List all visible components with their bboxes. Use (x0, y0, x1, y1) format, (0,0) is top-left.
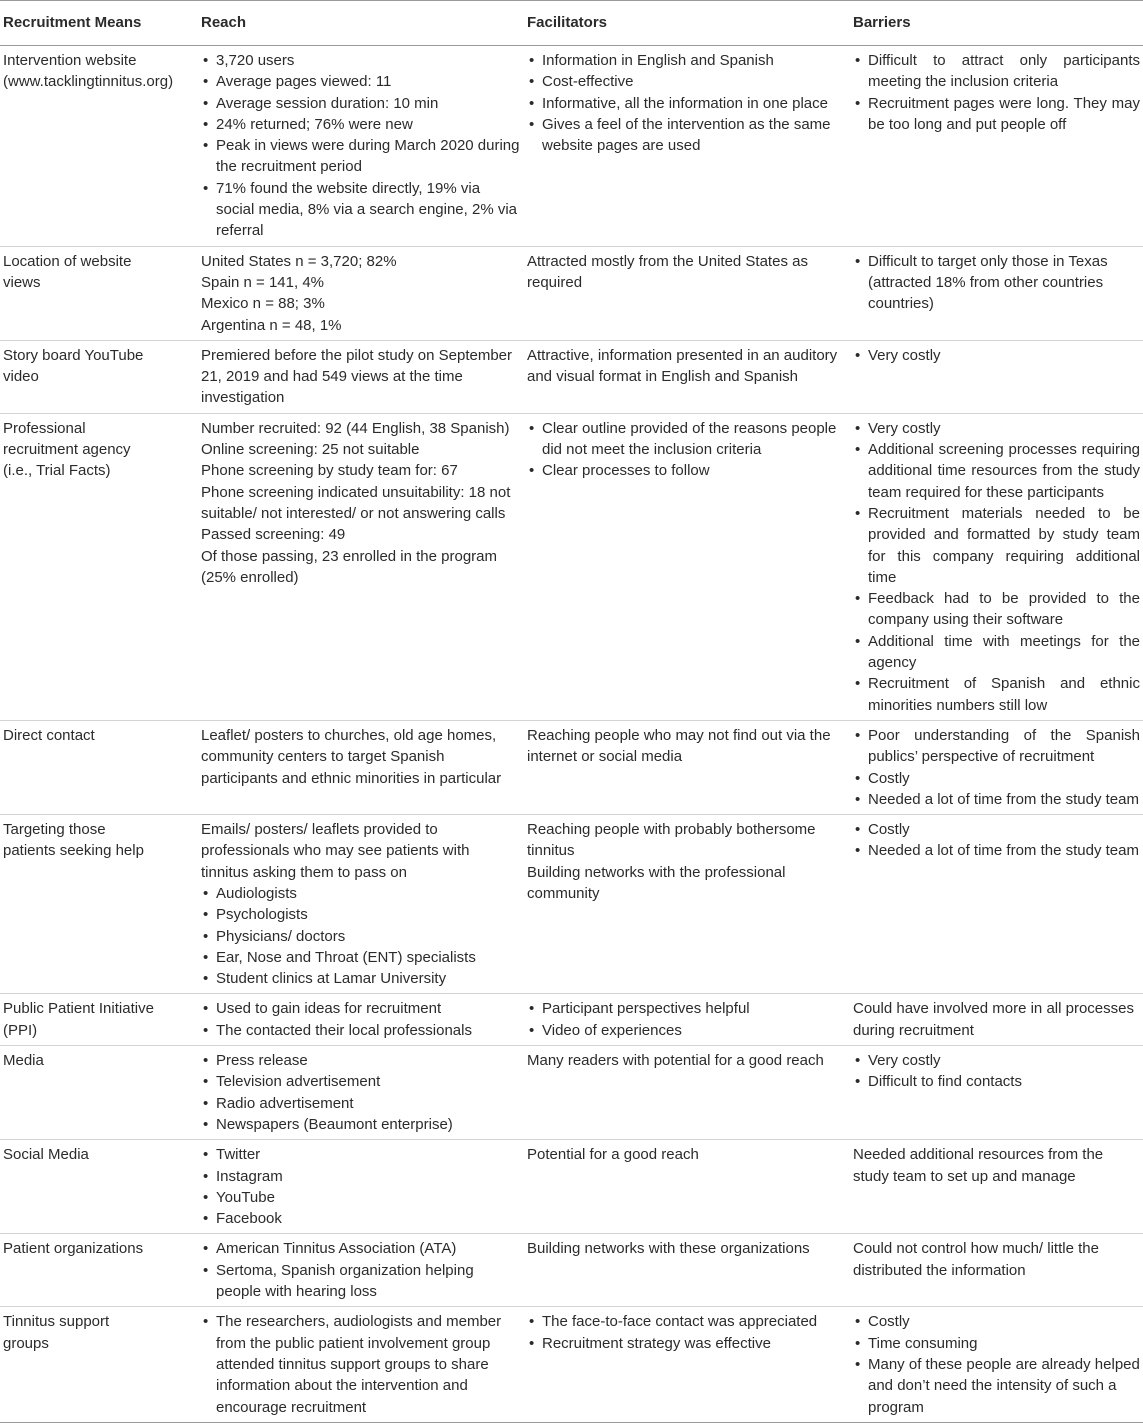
cell-facilitators (524, 340, 850, 413)
table-row (0, 1140, 1143, 1234)
cell-reach (198, 994, 524, 1046)
bullet-item: • Very costly (853, 345, 1140, 366)
table-row (0, 720, 1143, 814)
cell-line: Spain n = 141, 4% (201, 273, 325, 291)
table-row (0, 994, 1143, 1046)
bullet-item: • Average session duration: 10 min (201, 93, 521, 114)
means-line: recruitment agency (3, 441, 131, 459)
cell-reach (198, 1307, 524, 1422)
table-row (0, 1046, 1143, 1140)
cell-barriers (850, 340, 1143, 413)
cell-barriers (850, 994, 1143, 1046)
cell-reach (198, 720, 524, 814)
bullet-item: • Television advertisement (201, 1071, 521, 1092)
cell-recruitment-means (0, 1234, 198, 1307)
bullet-item: • The researchers, audiologists and member from the public patient involvement group attended tinnitus support groups to share information about the intervention and encourage recruitment (201, 1311, 521, 1417)
means-line: Intervention website (3, 52, 137, 69)
header-row (0, 1, 1143, 46)
cell-text: Emails/ posters/ leaflets provided to professionals who may see patients with tinnitus asking them to pass on (201, 821, 470, 881)
bullet-item: • Ear, Nose and Throat (ENT) specialists (201, 947, 521, 968)
header-reach: Reach (198, 1, 524, 46)
cell-line: Attractive, information presented in an auditory and visual format in English and Spanish (527, 346, 838, 386)
table-row (0, 815, 1143, 994)
bullet-item: • Average pages viewed: 11 (201, 71, 521, 92)
cell-reach (198, 815, 524, 994)
table-row (0, 46, 1143, 247)
bullet-item: • Poor understanding of the Spanish publics’ perspective of recruitment (853, 725, 1140, 768)
bullet-item: • Needed a lot of time from the study team (853, 840, 1140, 861)
bullet-list (527, 50, 847, 156)
bullet-item: • Costly (853, 768, 1140, 789)
table-row (0, 1234, 1143, 1307)
bullet-list (853, 1311, 1140, 1417)
bullet-list (527, 418, 847, 482)
bullet-item: • Video of experiences (527, 1020, 847, 1041)
bullet-item: • Difficult to find contacts (853, 1071, 1140, 1092)
bullet-item: • Instagram (201, 1166, 521, 1187)
bullet-list (201, 1311, 521, 1417)
cell-reach (198, 1046, 524, 1140)
bullet-item: • Time consuming (853, 1333, 1140, 1354)
bullet-item: • Sertoma, Spanish organization helping people with hearing loss (201, 1260, 521, 1303)
means-line: Tinnitus support (3, 1313, 110, 1331)
bullet-item: • American Tinnitus Association (ATA) (201, 1238, 521, 1259)
cell-barriers (850, 413, 1143, 720)
cell-reach (198, 46, 524, 247)
bullet-item: • Difficult to attract only participants meeting the inclusion criteria (853, 50, 1140, 93)
cell-facilitators (524, 1140, 850, 1234)
bullet-item: • Very costly (853, 418, 1140, 439)
table-row (0, 413, 1143, 720)
bullet-item: • Cost-effective (527, 71, 847, 92)
cell-line: Argentina n = 48, 1% (201, 316, 342, 334)
bullet-item: • YouTube (201, 1187, 521, 1208)
cell-barriers (850, 246, 1143, 340)
means-line: Targeting those (3, 821, 106, 839)
bullet-item: • Student clinics at Lamar University (201, 968, 521, 989)
cell-recruitment-means (0, 46, 198, 247)
bullet-list (201, 883, 521, 989)
bullet-item: • Informative, all the information in one place (527, 93, 847, 114)
bullet-item: • The contacted their local professionals (201, 1020, 521, 1041)
cell-reach (198, 246, 524, 340)
cell-line: Premiered before the pilot study on September 21, 2019 and had 549 views at the time investigation (201, 346, 513, 407)
bullet-item: • Needed a lot of time from the study team (853, 789, 1140, 810)
cell-line: Passed screening: 49 (201, 526, 346, 544)
cell-recruitment-means (0, 340, 198, 413)
cell-barriers (850, 1307, 1143, 1422)
table-header (0, 1, 1143, 46)
bullet-item: • Clear outline provided of the reasons people did not meet the inclusion criteria (527, 418, 847, 461)
cell-recruitment-means (0, 720, 198, 814)
cell-recruitment-means (0, 1046, 198, 1140)
bullet-item: • Additional screening processes requiring additional time resources from the study team required for these participants (853, 439, 1140, 503)
bullet-list (853, 725, 1140, 810)
cell-barriers (850, 1234, 1143, 1307)
cell-reach (198, 1140, 524, 1234)
means-line: Public Patient Initiative (3, 1000, 154, 1018)
bullet-item: • 71% found the website directly, 19% via social media, 8% via a search engine, 2% via referral (201, 178, 521, 242)
means-line: (i.e., Trial Facts) (3, 462, 111, 480)
bullet-item: • Recruitment strategy was effective (527, 1333, 847, 1354)
bullet-item: • Difficult to target only those in Texas (attracted 18% from other countries countries) (853, 251, 1140, 315)
bullet-item: • Used to gain ideas for recruitment (201, 998, 521, 1019)
means-line: (PPI) (3, 1021, 38, 1039)
cell-barriers (850, 1046, 1143, 1140)
header-facilitators: Facilitators (524, 1, 850, 46)
bullet-item: • Physicians/ doctors (201, 926, 521, 947)
cell-line: Potential for a good reach (527, 1146, 699, 1164)
cell-facilitators (524, 994, 850, 1046)
cell-line: Leaflet/ posters to churches, old age homes, community centers to target Spanish participants and ethnic minorities in particular (201, 726, 502, 787)
cell-line: Reaching people who may not find out via the internet or social media (527, 726, 831, 766)
bullet-item: • Peak in views were during March 2020 during the recruitment period (201, 135, 521, 178)
means-line: views (3, 273, 41, 291)
cell-line: Many readers with potential for a good reach (527, 1052, 824, 1070)
bullet-item: • Recruitment pages were long. They may be too long and put people off (853, 93, 1140, 136)
cell-line: Reaching people with probably bothersome tinnitus (527, 821, 816, 860)
bullet-item: • Participant perspectives helpful (527, 998, 847, 1019)
bullet-item: • Recruitment materials needed to be provided and formatted by study team for this company requiring additional time (853, 503, 1140, 588)
cell-line: Could have involved more in all processes during recruitment (853, 1000, 1134, 1039)
means-line: Media (3, 1052, 44, 1070)
cell-line: United States n = 3,720; 82% (201, 252, 397, 270)
header-barriers: Barriers (850, 1, 1143, 46)
bullet-item: • Feedback had to be provided to the company using their software (853, 588, 1140, 631)
cell-line: Building networks with the professional community (527, 863, 786, 902)
cell-reach (198, 1234, 524, 1307)
cell-barriers (850, 46, 1143, 247)
cell-facilitators (524, 1234, 850, 1307)
cell-barriers (850, 815, 1143, 994)
cell-facilitators (524, 413, 850, 720)
means-line: Location of website (3, 252, 132, 270)
bullet-item: • Recruitment of Spanish and ethnic minorities numbers still low (853, 673, 1140, 716)
cell-line: Needed additional resources from the study team to set up and manage (853, 1146, 1104, 1185)
table-row (0, 340, 1143, 413)
cell-facilitators (524, 1307, 850, 1422)
bullet-item: • 24% returned; 76% were new (201, 114, 521, 135)
bullet-item: • Press release (201, 1050, 521, 1071)
bullet-item: • Twitter (201, 1144, 521, 1165)
bullet-item: • Costly (853, 819, 1140, 840)
bullet-item: • Gives a feel of the intervention as the same website pages are used (527, 114, 847, 157)
bullet-list (527, 1311, 847, 1354)
cell-facilitators (524, 1046, 850, 1140)
means-line: Social Media (3, 1146, 89, 1164)
bullet-item: • Very costly (853, 1050, 1140, 1071)
cell-recruitment-means (0, 246, 198, 340)
cell-reach (198, 413, 524, 720)
bullet-item: • 3,720 users (201, 50, 521, 71)
bullet-item: • Information in English and Spanish (527, 50, 847, 71)
cell-facilitators (524, 246, 850, 340)
header-recruitment-means: Recruitment Means (0, 1, 198, 46)
bullet-list (201, 1144, 521, 1229)
bullet-list (853, 345, 1140, 366)
means-line: Patient organizations (3, 1240, 144, 1258)
means-line: (www.tacklingtinnitus.org) (3, 73, 174, 91)
bullet-item: • Psychologists (201, 904, 521, 925)
cell-recruitment-means (0, 413, 198, 720)
cell-line: Mexico n = 88; 3% (201, 295, 325, 313)
bullet-item: • Facebook (201, 1208, 521, 1229)
cell-recruitment-means (0, 1307, 198, 1422)
table-body (0, 46, 1143, 1423)
cell-reach (198, 340, 524, 413)
means-line: Direct contact (3, 726, 95, 744)
cell-line: Online screening: 25 not suitable (201, 441, 420, 459)
bullet-item: • Many of these people are already helped and don’t need the intensity of such a program (853, 1354, 1140, 1418)
bullet-list (201, 50, 521, 242)
table-row (0, 1307, 1143, 1422)
cell-facilitators (524, 720, 850, 814)
cell-facilitators (524, 46, 850, 247)
bullet-list (853, 1050, 1140, 1093)
bullet-list (853, 251, 1140, 315)
cell-line: Of those passing, 23 enrolled in the program (25% enrolled) (201, 547, 498, 586)
bullet-item: • Audiologists (201, 883, 521, 904)
bullet-list (853, 418, 1140, 716)
cell-barriers (850, 1140, 1143, 1234)
means-line: video (3, 368, 39, 386)
bullet-item: • Clear processes to follow (527, 460, 847, 481)
means-line: Professional (3, 419, 86, 437)
bullet-item: • Additional time with meetings for the agency (853, 631, 1140, 674)
cell-recruitment-means (0, 815, 198, 994)
cell-line: Attracted mostly from the United States as required (527, 252, 808, 291)
table-row (0, 246, 1143, 340)
bullet-item: • Costly (853, 1311, 1140, 1332)
bullet-list (527, 998, 847, 1041)
means-line: Story board YouTube (3, 346, 144, 364)
means-line: patients seeking help (3, 842, 144, 860)
bullet-list (201, 1050, 521, 1135)
bullet-list (201, 998, 521, 1041)
cell-line: Number recruited: 92 (44 English, 38 Spanish) (201, 419, 510, 437)
means-line: groups (3, 1334, 49, 1352)
bullet-list (853, 819, 1140, 862)
cell-recruitment-means (0, 1140, 198, 1234)
bullet-list (853, 50, 1140, 135)
bullet-item: • The face-to-face contact was appreciated (527, 1311, 847, 1332)
cell-facilitators (524, 815, 850, 994)
cell-line: Building networks with these organizations (527, 1240, 810, 1258)
cell-barriers (850, 720, 1143, 814)
bullet-list (201, 1238, 521, 1302)
cell-line: Could not control how much/ little the distributed the information (853, 1240, 1099, 1279)
bullet-item: • Newspapers (Beaumont enterprise) (201, 1114, 521, 1135)
bullet-item: • Radio advertisement (201, 1093, 521, 1114)
cell-line: Phone screening indicated unsuitability: 18 not suitable/ not interested/ or not answering calls (201, 483, 511, 522)
cell-recruitment-means (0, 994, 198, 1046)
cell-line: Phone screening by study team for: 67 (201, 462, 458, 480)
